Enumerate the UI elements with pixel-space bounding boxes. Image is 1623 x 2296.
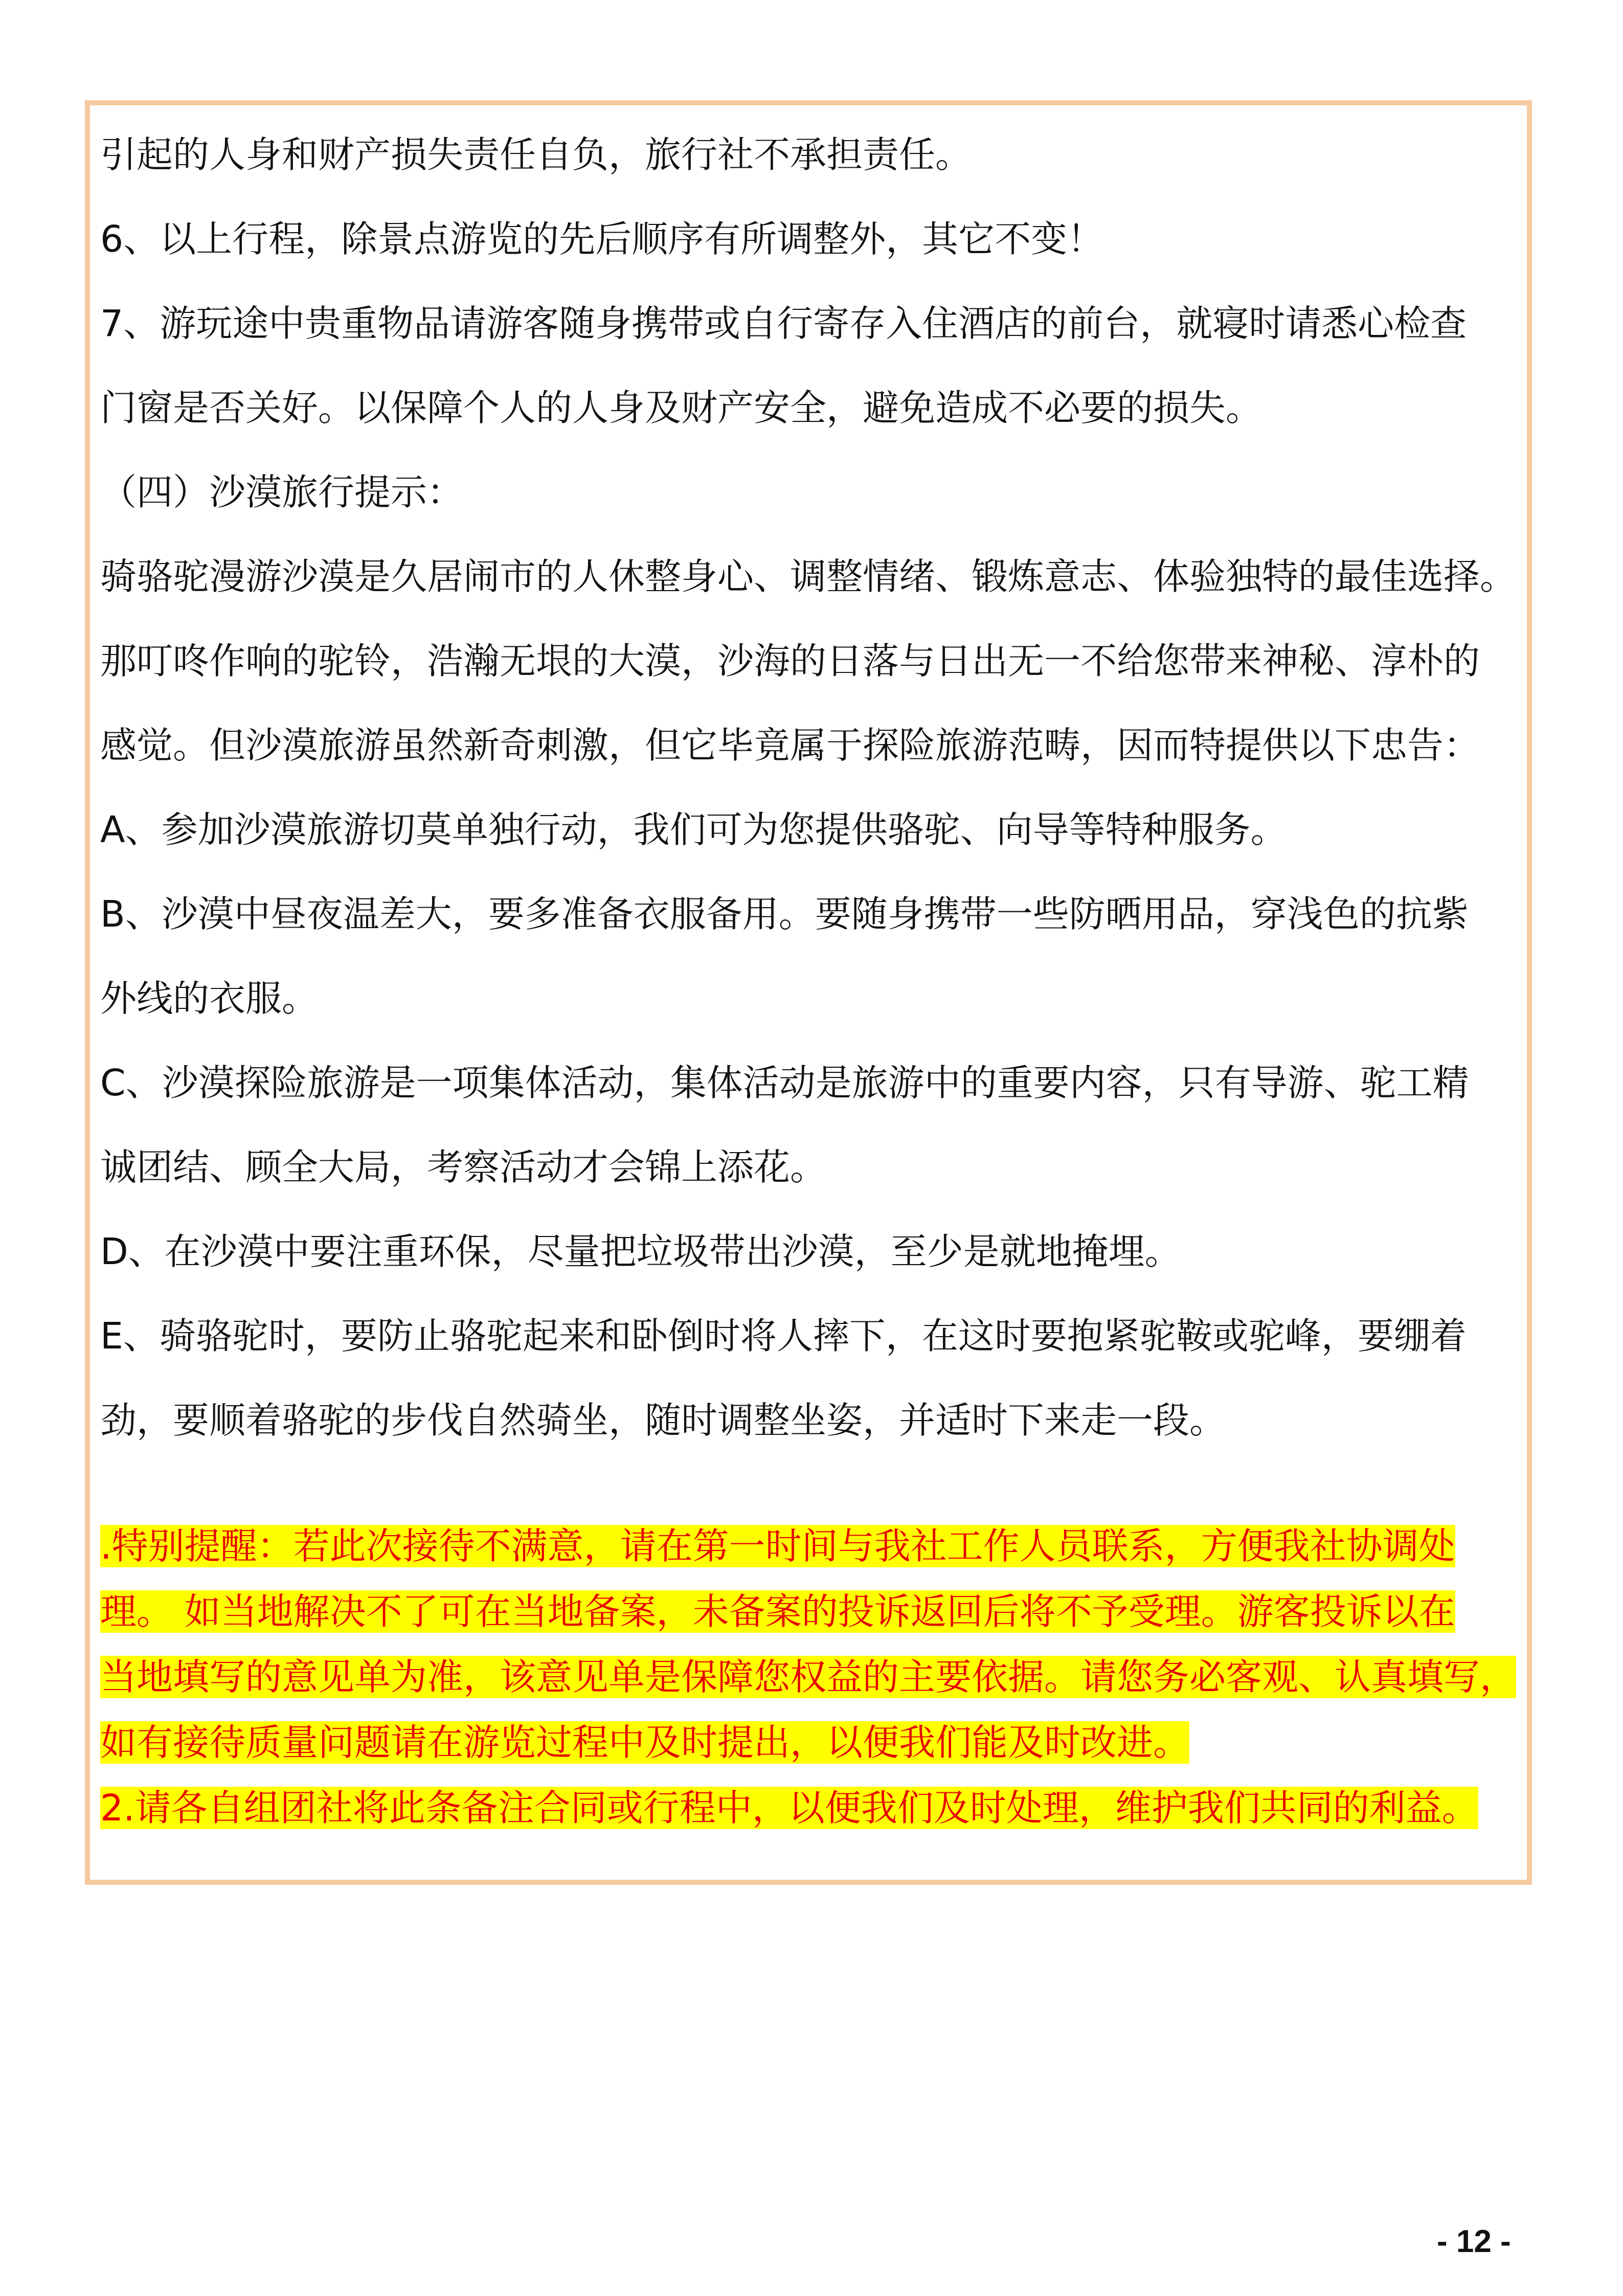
special-notice <box>100 1514 1532 1841</box>
paragraph-line: 7、游玩途中贵重物品请游客随身携带或自行寄存入住酒店的前台，就寝时请悉心检查 <box>100 302 1467 345</box>
paragraph-line: 6、以上行程，除景点游览的先后顺序有所调整外，其它不变！ <box>100 218 1104 260</box>
list-item-a: A、参加沙漠旅游切莫单独行动，我们可为您提供骆驼、向导等特种服务。 <box>100 808 1287 851</box>
list-item-d: D、在沙漠中要注重环保，尽量把垃圾带出沙漠，至少是就地掩埋。 <box>100 1230 1181 1273</box>
notice-line: 当地填写的意见单为准，该意见单是保障您权益的主要依据。请您务必客观、认真填写， <box>100 1656 1517 1698</box>
notice-line: 2.请各自组团社将此条备注合同或行程中，以便我们及时处理，维护我们共同的利益。 <box>100 1787 1478 1829</box>
spacer <box>100 1462 1532 1514</box>
notice-line: 如有接待质量问题请在游览过程中及时提出，以便我们能及时改进。 <box>100 1721 1190 1764</box>
list-item-c-cont: 诚团结、顾全大局，考察活动才会锦上添花。 <box>100 1146 827 1188</box>
section-heading: （四）沙漠旅行提示： <box>100 471 464 513</box>
page-number: - 12 - <box>1437 2224 1511 2259</box>
notice-line: 理。 如当地解决不了可在当地备案，未备案的投诉返回后将不予受理。游客投诉以在 <box>100 1590 1455 1633</box>
list-item-e: E、骑骆驼时，要防止骆驼起来和卧倒时将人摔下，在这时要抱紧驼鞍或驼峰，要绷着 <box>100 1315 1467 1357</box>
list-item-b-cont: 外线的衣服。 <box>100 977 319 1020</box>
list-item-b: B、沙漠中昼夜温差大，要多准备衣服备用。要随身携带一些防晒用品，穿浅色的抗紫 <box>100 893 1469 935</box>
list-item-c: C、沙漠探险旅游是一项集体活动，集体活动是旅游中的重要内容，只有导游、驼工精 <box>100 1062 1469 1104</box>
notice-line: .特别提醒：若此次接待不满意，请在第一时间与我社工作人员联系，方便我社协调处 <box>100 1525 1455 1567</box>
list-item-e-cont: 劲，要顺着骆驼的步伐自然骑坐，随时调整坐姿，并适时下来走一段。 <box>100 1399 1226 1442</box>
paragraph-line: 那叮咚作响的驼铃，浩瀚无垠的大漠，沙海的日落与日出无一不给您带来神秘、淳朴的 <box>100 640 1480 682</box>
paragraph-line: 骑骆驼漫游沙漠是久居闹市的人休整身心、调整情绪、锻炼意志、体验独特的最佳选择。 <box>100 555 1517 598</box>
paragraph-line: 感觉。但沙漠旅游虽然新奇刺激，但它毕竟属于探险旅游范畴，因而特提供以下忠告： <box>100 724 1480 767</box>
paragraph-line: 引起的人身和财产损失责任自负，旅行社不承担责任。 <box>100 133 972 176</box>
paragraph-line: 门窗是否关好。以保障个人的人身及财产安全，避免造成不必要的损失。 <box>100 387 1263 429</box>
document-body <box>100 112 1532 1841</box>
